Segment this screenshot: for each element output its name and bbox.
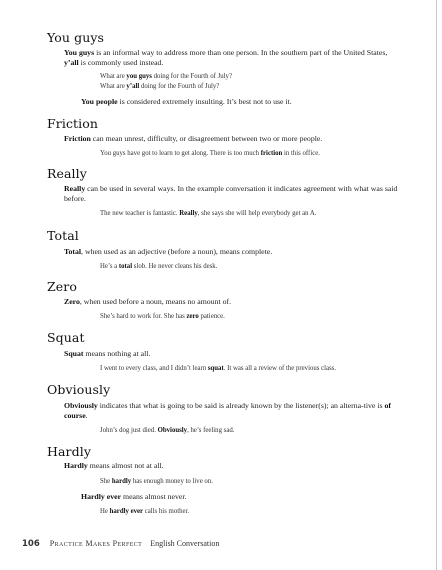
definition-text: . [85,411,88,420]
book-title: English Conversation [150,539,220,548]
definition-obviously [64,401,400,421]
example-text: . It was all a review of the previous class. [223,365,337,372]
page-edge-divider [436,0,437,570]
term-friction: Friction [64,134,91,143]
heading-squat: Squat [47,330,85,345]
definition-you-guys [64,48,400,68]
example-text: slob. He never cleans his desk. [132,263,218,270]
series-name: Practice Makes Perfect [49,539,143,548]
example-text: John’s dog just died. [100,427,158,434]
example-text: He’s a [100,263,119,270]
term-total: Total [64,247,82,256]
definition-friction [64,134,400,144]
example-term: total [118,263,133,270]
page-number: 106 [22,539,40,549]
definition-total [64,247,400,257]
definition-text: means almost not at all. [87,461,164,470]
definition-hardly [64,461,400,471]
example-text: She’s hard to work for. She has [100,313,187,320]
example-yall [100,82,400,92]
definition-text: means nothing at all. [83,349,151,358]
heading-hardly: Hardly [47,444,91,459]
example-text: I went to every class, and I didn’t learn [100,365,208,372]
heading-obviously: Obviously [47,382,111,397]
example-text: The new teacher is fantastic. [100,210,180,217]
example-text: doing for the Fourth of July? [139,82,220,90]
definition-really [64,184,400,204]
example-really [100,209,400,219]
example-term: zero [186,313,199,320]
example-term: hardly ever [109,508,144,515]
page-footer [22,539,219,549]
heading-you-guys: You guys [47,30,105,45]
example-friction [100,149,400,159]
definition-text: , when used as an adjective (before a noun), means complete. [81,247,273,256]
definition-you-people [81,97,417,107]
example-text: calls his mother. [143,508,190,515]
heading-total: Total [47,228,79,243]
example-text: doing for the Fourth of July? [151,73,232,80]
term-squat: Squat [64,349,84,358]
example-term: hardly [111,478,132,485]
term-zero: Zero [64,297,80,306]
definition-text: is an informal way to address more than one person. In the southern part of the United States, [94,48,388,57]
term-of-course: of course [64,401,391,420]
heading-friction: Friction [47,116,99,131]
example-text: You guys have got to learn to get along. There is too much [100,150,261,157]
example-text: patience. [198,313,225,320]
term-hardly: Hardly [64,461,88,470]
example-text: has enough money to live on. [131,478,213,485]
example-you-guys [100,72,400,82]
term-yall: y’all [64,58,79,67]
example-hardly-ever [100,507,400,517]
term-you-people: You people [81,97,118,106]
example-term: y’all [126,82,140,90]
term-obviously: Obviously [64,401,98,410]
term-really: Really [64,184,86,193]
example-term: Obviously [157,427,188,434]
example-text: What are [100,82,127,90]
definition-text: , when used before a noun, means no amount of. [79,297,232,306]
example-hardly [100,477,400,487]
definition-squat [64,349,400,359]
definition-text: indicates that what is going to be said is already known by the listener(s); an alterna-tive is [97,401,385,410]
term-you-guys: You guys [64,48,95,57]
definition-text: is commonly used instead. [78,58,164,67]
example-squat [100,364,400,374]
example-term: you guys [126,73,152,80]
example-text: She [100,478,112,485]
example-text: , she says she will help everybody get an A. [197,210,317,217]
example-text: , he’s feeling sad. [187,427,235,434]
example-term: Really [179,210,198,217]
example-term: squat [207,365,224,372]
example-term: friction [260,150,283,157]
example-obviously [100,426,400,436]
heading-really: Really [47,166,87,181]
term-hardly-ever: Hardly ever [81,492,122,501]
example-text: in this office. [282,150,320,157]
example-zero [100,312,400,322]
definition-text: means almost never. [121,492,187,501]
definition-text: can be used in several ways. In the example conversation it indicates agreement with what was said before. [64,184,398,203]
definition-zero [64,297,400,307]
definition-text: can mean unrest, difficulty, or disagreement between two or more people. [90,134,323,143]
example-text: What are [100,73,127,80]
definition-hardly-ever [81,492,417,502]
example-total [100,262,400,272]
example-text: He [100,508,110,515]
heading-zero: Zero [47,279,77,294]
definition-text: is considered extremely insulting. It’s best not to use it. [117,97,292,106]
